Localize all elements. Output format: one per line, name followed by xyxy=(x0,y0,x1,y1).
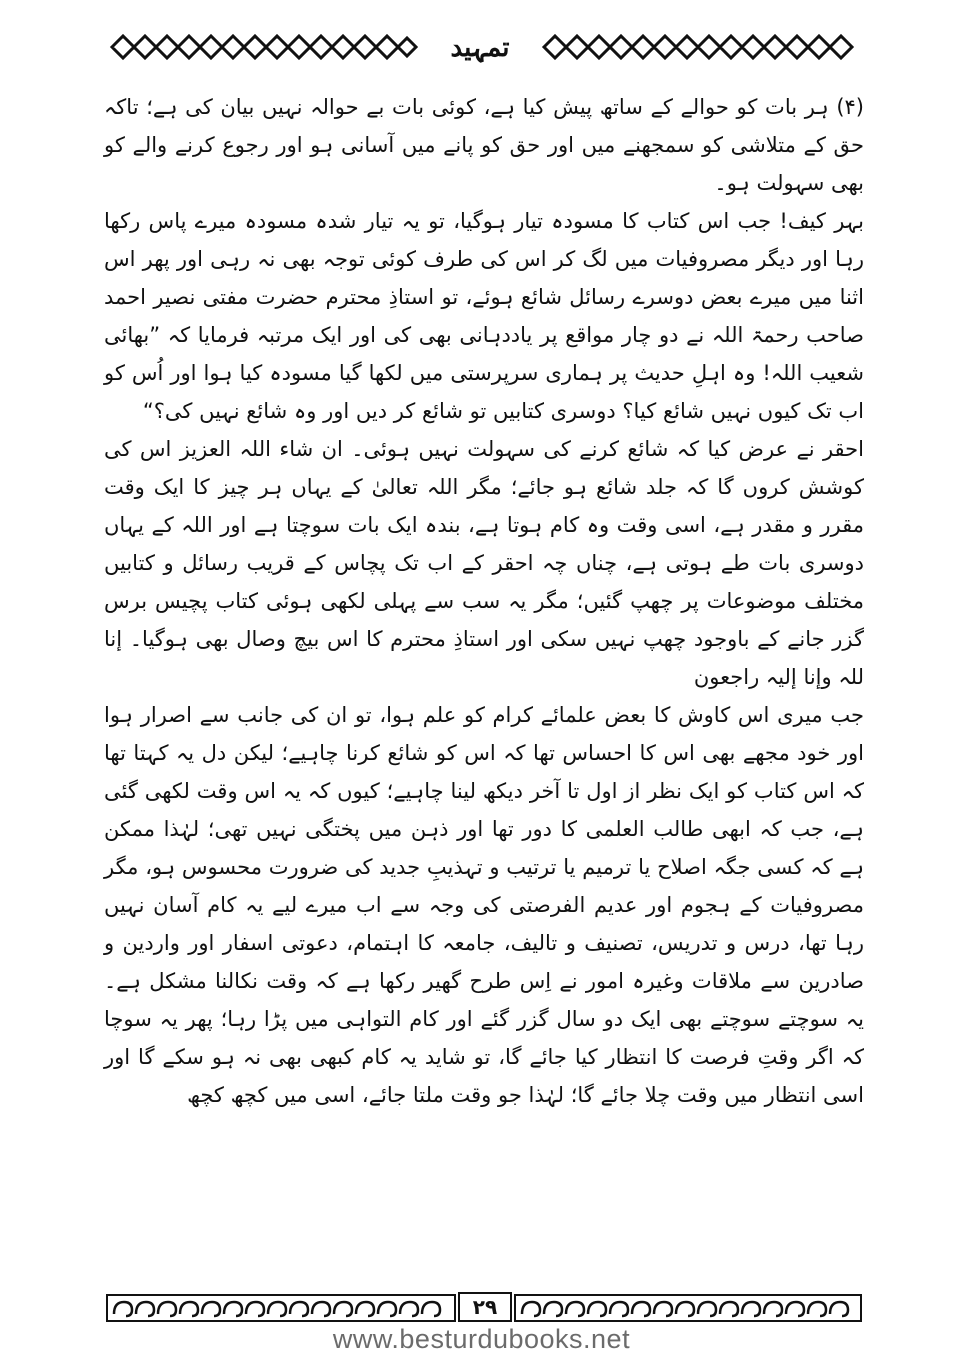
header-ornament-left xyxy=(108,32,418,62)
footer-ornament-left xyxy=(106,1294,456,1322)
paragraph-manuscript: بہر کیف! جب اس کتاب کا مسودہ تیار ہوگیا، تو یہ تیار شدہ مسودہ میرے پاس رکھا رہا اور دیگر مصروفیات میں لگ کر اس کی طرف کوئی توجہ بھی نہ رہی اور پھر اس اثنا میں میرے بعض دوسرے رسائل شائع ہوئے، تو استاذِ محترم حضرت مفتی نصیر احمد صاحب رحمۃ اللہ نے دو چار مواقع پر یاددہانی بھی کی اور ایک مرتبہ فرمایا کہ ”بھائی شعیب اللہ! وہ اہلِ حدیث پر ہماری سرپرستی میں لکھا گیا مسودہ کیا ہوا اور اُس کو اب تک کیوں نہیں شائع کیا؟ دوسری کتابیں تو شائع کر دیں اور وہ شائع نہیں کی؟“ xyxy=(104,209,864,423)
paragraph-insistence: جب میری اس کاوش کا بعض علمائے کرام کو علم ہوا، تو ان کی جانب سے اصرار ہوا اور خود مجھے بھی اس کا احساس تھا کہ اس کو شائع کرنا چاہیے؛ لیکن دل یہ کہتا تھا کہ اس کتاب کو ایک نظر از اول تا آخر دیکھ لینا چاہیے؛ کیوں کہ یہ اس وقت لکھی گئی ہے، جب کہ ابھی طالب العلمی کا دور تھا اور ذہن میں پختگی نہیں تھی؛ لہٰذا ممکن ہے کہ کسی جگہ اصلاح یا ترمیم یا ترتیب و تہذیبِ جدید کی ضرورت محسوس ہو، مگر مصروفیات کے ہجوم اور عدیم الفرصتی کی وجہ سے اب میرے لیے یہ کام آسان نہیں رہا تھا، درس و تدریس، تصنیف و تالیف، جامعہ کا اہتمام، دعوتی اسفار اور واردین و صادرین سے ملاقات وغیرہ امور نے اِس طرح گھیر رکھا ہے کہ وقت نکالنا مشکل ہے۔ یہ سوچتے سوچتے بھی ایک دو سال گزر گئے اور کام التواہی میں پڑا رہا؛ پھر یہ سوچا کہ اگر وقتِ فرصت کا انتظار کیا جائے گا، تو شاید یہ کام کبھی بھی نہ ہو سکے گا اور اسی انتظار میں وقت چلا جائے گا؛ لہٰذا جو وقت ملتا جائے، اسی میں کچھ کچھ xyxy=(104,703,864,1107)
page-number: ۲۹ xyxy=(458,1292,512,1322)
chapter-title: تمہید xyxy=(450,33,510,63)
footer-ornament-right xyxy=(514,1294,862,1322)
header-ornament-right xyxy=(540,32,858,62)
page-body xyxy=(104,88,864,1258)
paragraph-reply: احقر نے عرض کیا کہ شائع کرنے کی سہولت نہیں ہوئی۔ ان شاء اللہ العزیز اس کی کوشش کروں گا کہ جلد شائع ہو جائے؛ مگر اللہ تعالیٰ کے یہاں ہر چیز کا ایک وقت مقرر و مقدر ہے، اسی وقت وہ کام ہوتا ہے، بندہ ایک بات سوچتا ہے اور اللہ کے یہاں دوسری بات طے ہوتی ہے، چناں چہ احقر کے اب تک پچاس کے قریب رسائل و کتابیں مختلف موضوعات پر چھپ گئیں؛ مگر یہ سب سے پہلی لکھی ہوئی کتاب پچیس برس گزر جانے کے باوجود چھپ نہیں سکی اور استاذِ محترم کا اس بیچ وصال بھی ہوگیا۔ إنا للہ وإنا إلیہ راجعون xyxy=(104,437,864,689)
site-watermark: www.besturdubooks.net xyxy=(332,1324,631,1354)
paragraph-point-4: (۴) ہر بات کو حوالے کے ساتھ پیش کیا ہے، کوئی بات بے حوالہ نہیں بیان کی ہے؛ تاکہ حق کے متلاشی کو سمجھنے میں اور حق کو پانے میں آسانی ہو اور رجوع کرنے والے کو بھی سہولت ہو۔ xyxy=(104,95,864,195)
